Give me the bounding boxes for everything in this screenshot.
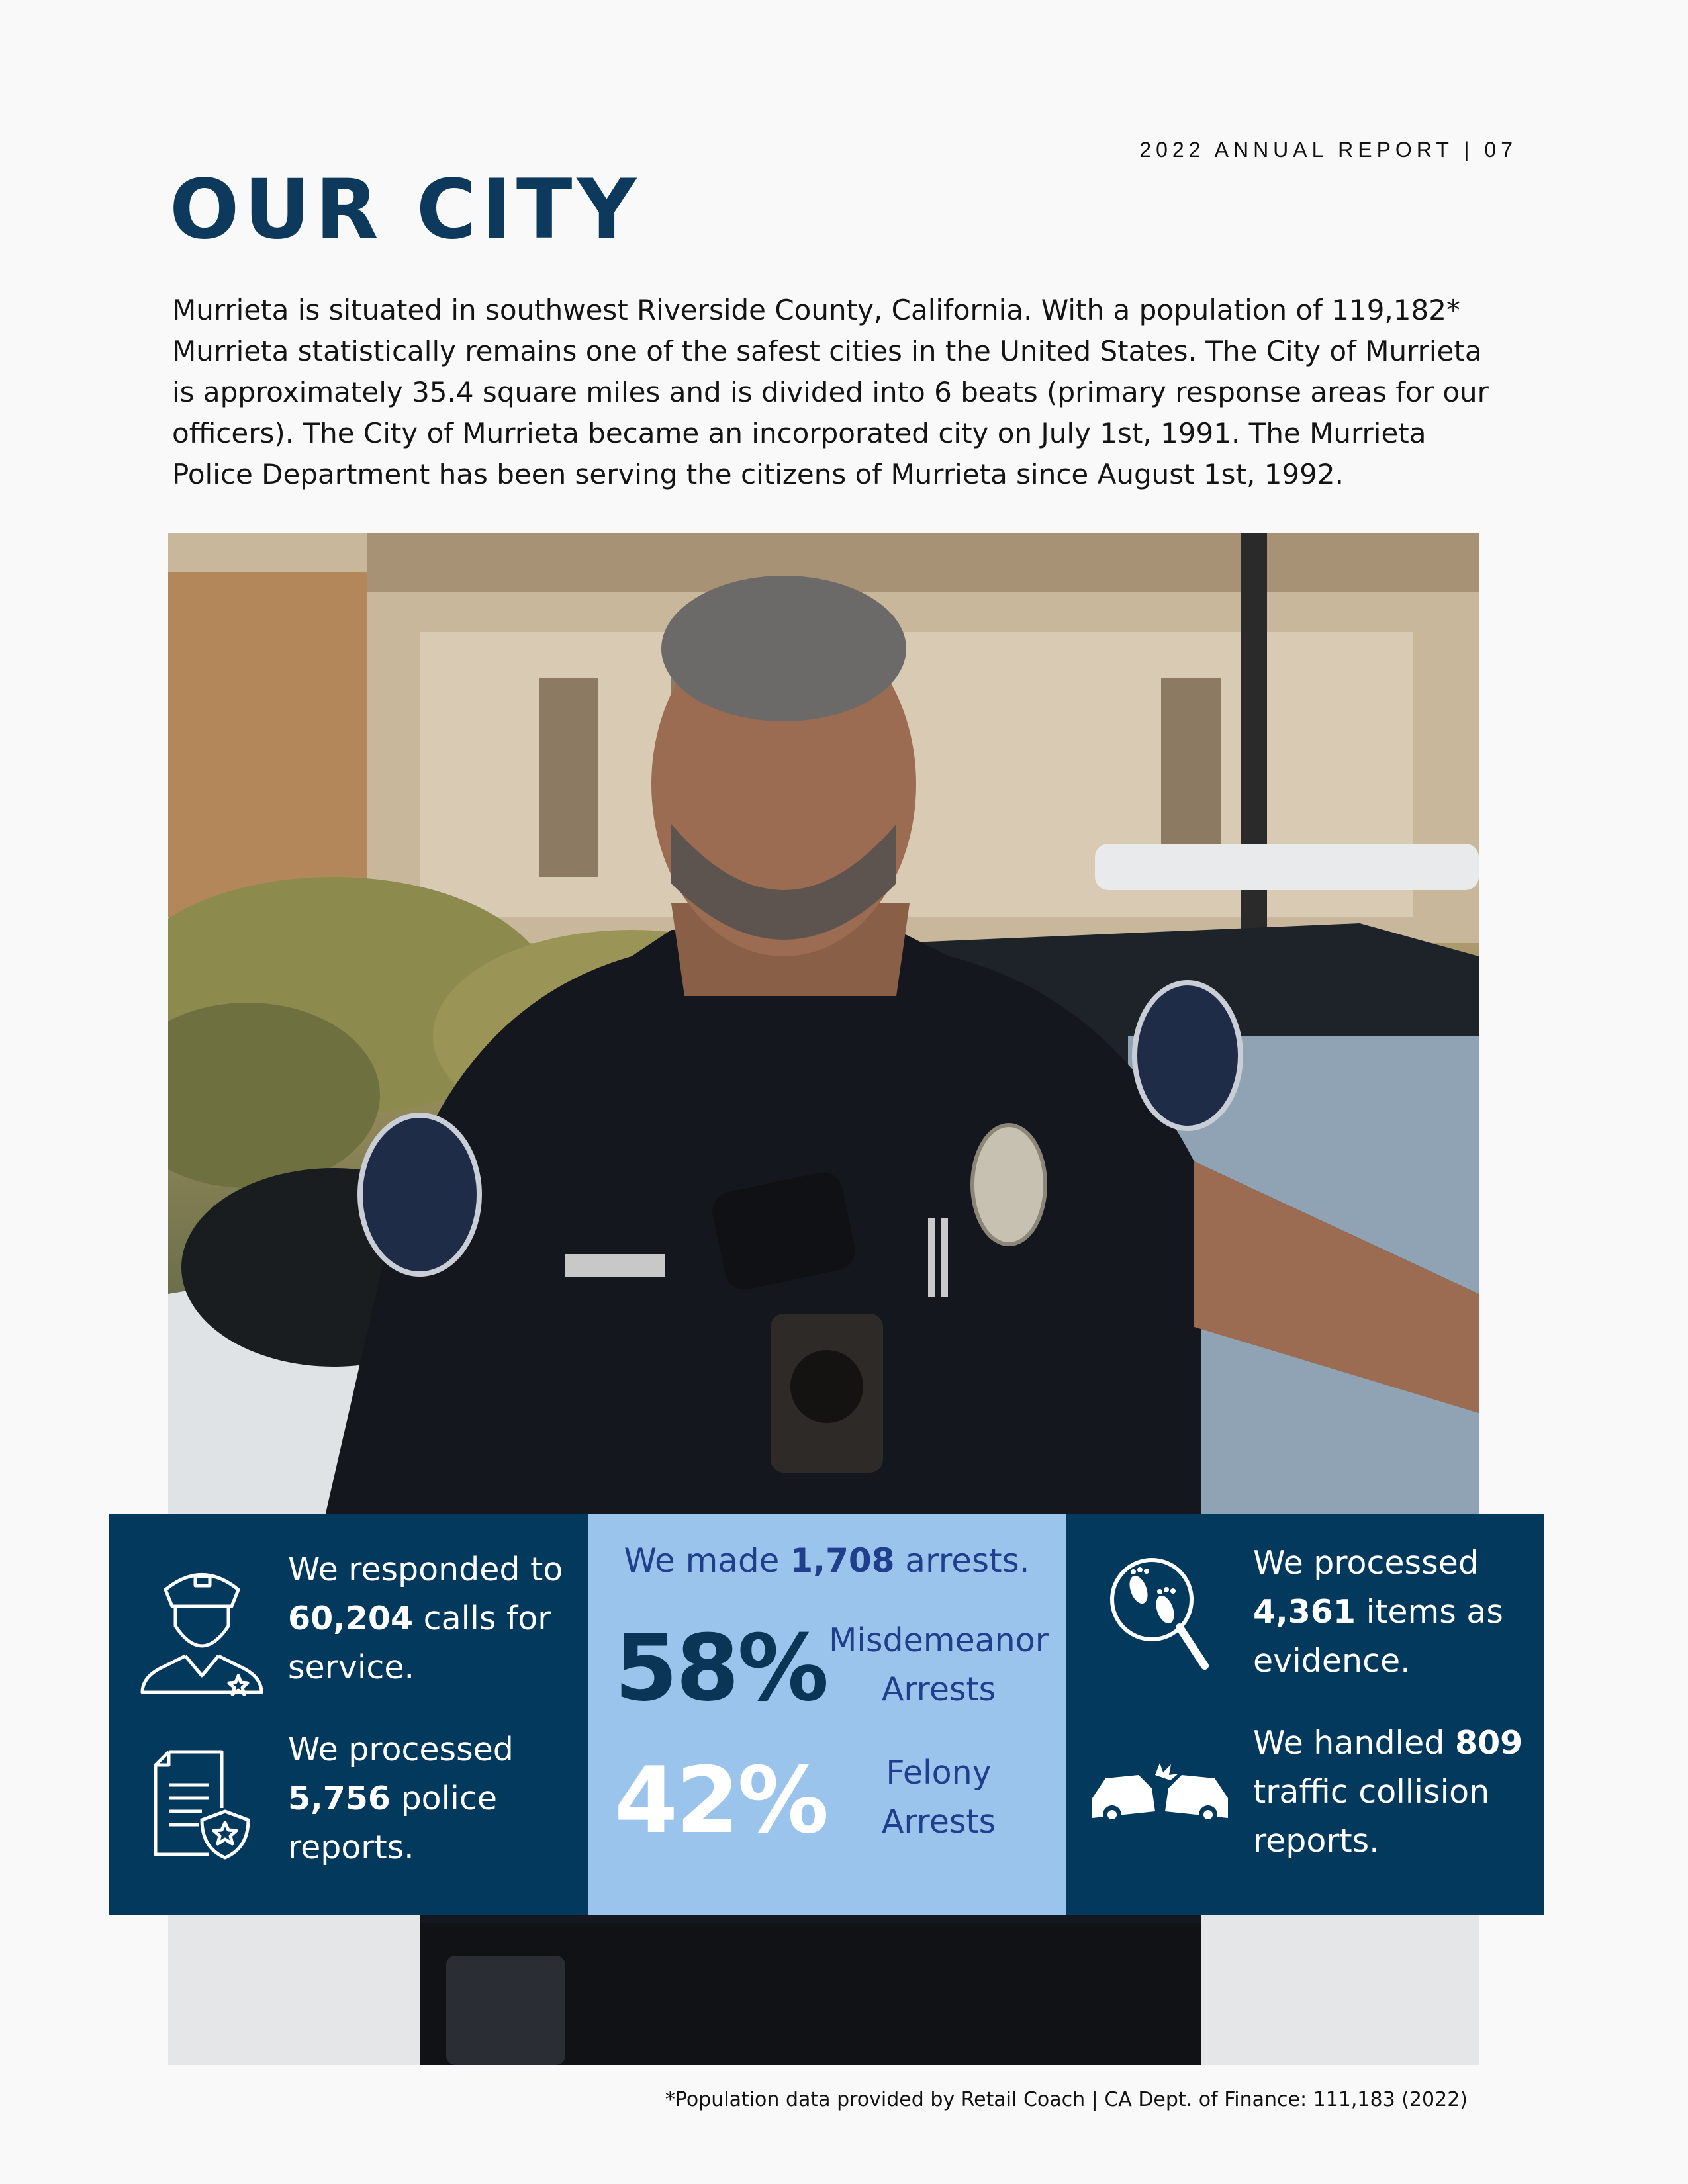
stat-collisions-prefix: We handled <box>1253 1724 1445 1762</box>
stats-panel-right <box>1066 1514 1544 1915</box>
population-footnote: *Population data provided by Retail Coach | CA Dept. of Finance: 111,183 (2022) <box>665 2088 1468 2111</box>
arrests-headline <box>588 1541 1066 1580</box>
misdemeanor-label-line1: Misdemeanor <box>829 1621 1049 1659</box>
felony-label <box>823 1749 1055 1846</box>
misdemeanor-label-line2: Arrests <box>881 1670 996 1708</box>
car-collision-icon <box>1089 1758 1231 1831</box>
stat-evidence-text <box>1253 1539 1538 1686</box>
stat-calls-suffix: calls for service. <box>288 1600 551 1686</box>
stat-reports-text <box>288 1725 579 1872</box>
police-officer-icon <box>139 1557 265 1696</box>
stat-evidence-suffix: items as evidence. <box>1253 1593 1503 1680</box>
stat-collisions-value: 809 <box>1454 1724 1523 1762</box>
felony-label-line1: Felony <box>886 1754 992 1792</box>
report-header-label: 2022 ANNUAL REPORT | 07 <box>1139 138 1517 161</box>
police-report-icon <box>149 1749 255 1861</box>
stat-collisions-text <box>1253 1719 1538 1866</box>
arrests-prefix: We made <box>624 1541 780 1580</box>
stats-panel-arrests <box>588 1514 1066 1915</box>
arrests-suffix: arrests. <box>905 1541 1030 1580</box>
stats-band <box>109 1514 1544 1915</box>
stat-evidence-value: 4,361 <box>1253 1593 1356 1631</box>
stat-collisions-suffix: traffic collision reports. <box>1253 1773 1490 1860</box>
intro-paragraph: Murrieta is situated in southwest Riverside County, California. With a population of 119,182* Murrieta statistically remains one of the safest cities in the United States. The City of Murrieta is approximately 35.4 square miles and is divided into 6 beats (primary response areas for our officers). The City of Murrieta became an incorporated city on July 1st, 1991. The Murrieta Police Department has been serving the citizens of Murrieta since August 1st, 1992. <box>172 294 1489 490</box>
stat-evidence-prefix: We processed <box>1253 1544 1479 1582</box>
page-title: OUR CITY <box>169 162 641 257</box>
felony-label-line2: Arrests <box>881 1803 996 1841</box>
stats-panel-left <box>109 1514 588 1915</box>
stat-calls-text <box>288 1545 579 1692</box>
stat-reports-suffix: police reports. <box>288 1780 497 1866</box>
misdemeanor-label <box>823 1616 1055 1714</box>
misdemeanor-percent: 58% <box>614 1615 827 1721</box>
felony-percent: 42% <box>614 1747 827 1854</box>
stat-calls-value: 60,204 <box>288 1600 414 1637</box>
magnifier-footprints-icon <box>1105 1553 1211 1672</box>
stat-reports-value: 5,756 <box>288 1780 391 1817</box>
stat-calls-prefix: We responded to <box>288 1551 563 1588</box>
arrests-value: 1,708 <box>790 1541 895 1580</box>
stat-reports-prefix: We processed <box>288 1731 514 1768</box>
